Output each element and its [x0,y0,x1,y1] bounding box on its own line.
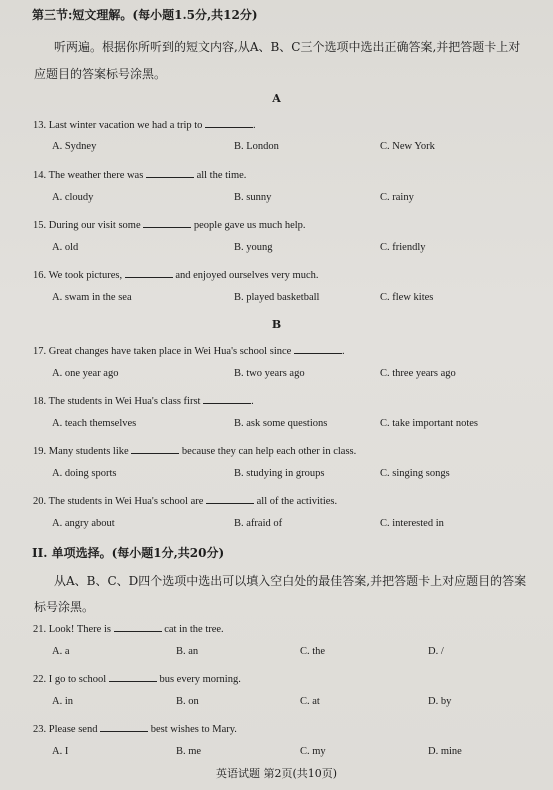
answer-blank [294,343,342,354]
option-c: C. flew kites [380,292,434,303]
option-a: A. in [52,696,73,707]
question-number: 22. [33,674,47,685]
option-b: B. ask some questions [234,418,328,429]
option-c: C. three years ago [380,368,456,379]
answer-blank [203,393,251,404]
option-d: D. mine [428,746,462,757]
option-c: C. friendly [380,242,426,253]
question-19 [33,443,553,457]
option-a: A. swam in the sea [52,292,132,303]
answer-blank [100,721,148,732]
answer-blank [125,267,173,278]
option-b: B. two years ago [234,368,305,379]
question-text-end: . [253,120,256,131]
question-text-end: all of the activities. [256,496,338,507]
question-text: The students in Wei Hua's class first [48,396,201,407]
question-23 [33,721,553,735]
question-14 [33,167,553,181]
question-text-end: best wishes to Mary. [150,724,237,735]
question-text-end: . [251,396,254,407]
option-d: D. by [428,696,452,707]
option-c: C. the [300,646,326,657]
question-text-end: . [341,346,345,357]
question-number: 13. [33,120,47,131]
option-b: B. London [234,141,279,152]
option-a: A. I [52,746,69,757]
option-c: C. my [300,746,326,757]
section2-instruction-line1: 从A、B、C、D四个选项中选出可以填入空白处的最佳答案,并把答题卡上对应题目的答案 [54,574,527,588]
option-c: C. New York [380,141,435,152]
option-b: B. young [234,242,273,253]
answer-blank [146,167,194,178]
question-number: 15. [33,220,47,231]
question-text-end: and enjoyed ourselves very much. [175,270,319,281]
question-number: 16. [33,270,47,281]
question-number: 18. [33,396,47,407]
question-text-end: people gave us much help. [193,220,306,231]
option-a: A. angry about [52,518,115,529]
question-text: Great changes have taken place in Wei Hua's school since [48,346,292,357]
answer-blank [143,217,191,228]
question-21 [33,621,553,635]
question-number: 23. [33,724,47,735]
question-text: Look! There is [48,624,111,635]
question-number: 19. [33,446,47,457]
option-a: A. Sydney [52,141,97,152]
question-16 [33,267,553,281]
answer-blank [131,443,179,454]
option-a: A. old [52,242,79,253]
option-a: A. cloudy [52,192,94,203]
question-text: Last winter vacation we had a trip to [48,120,203,131]
option-c: C. singing songs [380,468,450,479]
option-c: C. interested in [380,518,444,529]
question-22 [33,671,553,685]
option-b: B. me [176,746,202,757]
question-text: The students in Wei Hua's school are [48,496,204,507]
question-text-end: cat in the tree. [164,624,224,635]
option-a: A. a [52,646,70,657]
option-b: B. studying in groups [234,468,325,479]
question-text: Please send [48,724,98,735]
option-c: C. rainy [380,192,414,203]
question-number: 14. [33,170,47,181]
option-a: A. one year ago [52,368,119,379]
option-c: C. at [300,696,320,707]
option-b: B. an [176,646,199,657]
question-text-end: because they can help each other in class. [181,446,357,457]
question-text: Many students like [48,446,129,457]
page-footer: 英语试题 第2页(共10页) [215,767,338,780]
option-b: B. afraid of [234,518,283,529]
question-15 [33,217,553,231]
question-18 [33,393,553,407]
part-a-heading: A [272,92,281,105]
question-text-end: all the time. [196,170,247,181]
question-text: I go to school [48,674,107,685]
option-a: A. teach themselves [52,418,137,429]
section3-instruction-line1: 听两遍。根据你所听到的短文内容,从A、B、C三个选项中选出正确答案,并把答题卡上对 [54,40,521,54]
option-b: B. played basketball [234,292,320,303]
option-b: B. sunny [234,192,272,203]
question-number: 20. [33,496,47,507]
section2-instruction-line2: 标号涂黑。 [34,600,95,614]
question-number: 21. [33,624,47,635]
answer-blank [114,621,162,632]
option-b: B. on [176,696,199,707]
question-text: The weather there was [48,170,144,181]
section2-title: II. 单项选择。(每小题1分,共20分) [32,546,225,560]
answer-blank [206,493,254,504]
question-text: We took pictures, [48,270,123,281]
question-text: During our visit some [48,220,141,231]
question-20 [33,493,553,507]
option-d: D. / [428,646,444,657]
option-a: A. doing sports [52,468,117,479]
question-number: 17. [33,346,47,357]
answer-blank [109,671,157,682]
question-text-end: bus every morning. [159,674,241,685]
question-13 [33,117,553,131]
section3-instruction-line2: 应题目的答案标号涂黑。 [34,67,167,81]
option-c: C. take important notes [380,418,478,429]
part-b-heading: B [271,318,282,331]
question-17 [33,343,553,357]
section3-title: 第三节:短文理解。(每小题1.5分,共12分) [32,8,258,22]
answer-blank [205,117,253,128]
